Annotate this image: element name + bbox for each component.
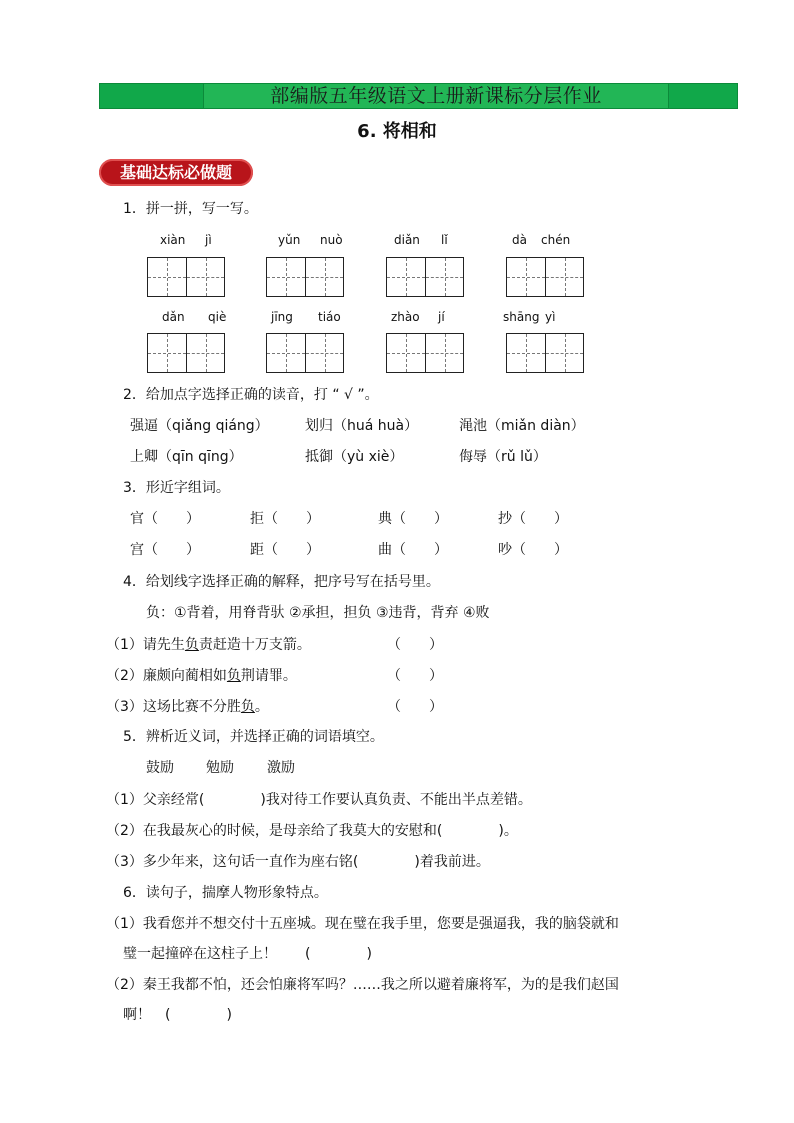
pinyin: dǎn <box>162 310 185 324</box>
writing-grid[interactable] <box>266 333 344 373</box>
q4-item-text: 荆请罪。 <box>240 668 297 684</box>
pinyin: chén <box>541 233 571 247</box>
word-blank[interactable]: 拒（ ） <box>250 511 320 527</box>
writing-grid[interactable] <box>506 333 584 373</box>
pinyin: diǎn <box>394 233 420 247</box>
q4-item-text: （1）请先生 <box>106 637 185 653</box>
word-choice: 鼓励 <box>146 760 174 776</box>
definition-list: 负：①背着，用脊背驮 ②承担，担负 ③违背，背弃 ④败 <box>146 605 490 621</box>
q4-item-text: 责赶造十万支箭。 <box>198 637 311 653</box>
pronunciation-item[interactable]: 抵御（yù xiè） <box>305 449 404 465</box>
pronunciation-item[interactable]: 上卿（qīn qīng） <box>130 449 243 465</box>
pronunciation-item[interactable]: 强逼（qiǎng qiáng） <box>130 418 269 434</box>
q4-item <box>106 666 297 686</box>
banner-title: 部编版五年级语文上册新课标分层作业 <box>203 84 669 108</box>
pronunciation-item[interactable]: 侮辱（rǔ lǔ） <box>459 449 547 465</box>
word-blank[interactable]: 吵（ ） <box>498 542 568 558</box>
word-blank[interactable]: 抄（ ） <box>498 511 568 527</box>
writing-grid[interactable] <box>147 257 225 297</box>
writing-grid[interactable] <box>506 257 584 297</box>
pinyin: lǐ <box>441 233 448 247</box>
writing-grid[interactable] <box>386 257 464 297</box>
underlined-char: 负 <box>184 637 199 653</box>
q4-item-text: （2）廉颇向蔺相如 <box>106 668 227 684</box>
pronunciation-item[interactable]: 渑池（miǎn diàn） <box>459 418 585 434</box>
word-blank[interactable]: 典（ ） <box>378 511 448 527</box>
writing-grid[interactable] <box>147 333 225 373</box>
word-blank[interactable]: 距（ ） <box>250 542 320 558</box>
q6-sentence: （2）秦王我都不怕，还会怕廉将军吗？……我之所以避着廉将军，为的是我们赵国 <box>106 977 619 993</box>
pinyin: dà <box>512 233 527 247</box>
q6-sentence[interactable]: 璧一起撞碎在这柱子上！ ( ) <box>123 946 372 962</box>
q4-item <box>106 697 269 717</box>
pinyin: tiáo <box>318 310 341 324</box>
q1-title: 1．拼一拼，写一写。 <box>123 201 258 217</box>
q6-sentence: （1）我看您并不想交付十五座城。现在璧在我手里，您要是强逼我，我的脑袋就和 <box>106 916 619 932</box>
pinyin: xiàn <box>160 233 186 247</box>
pinyin: qiè <box>208 310 227 324</box>
word-choice: 激励 <box>267 760 295 776</box>
fill-sentence[interactable]: （3）多少年来，这句话一直作为座右铭( )着我前进。 <box>106 854 490 870</box>
pinyin: jì <box>205 233 212 247</box>
series-banner <box>99 83 738 109</box>
q3-title: 3．形近字组词。 <box>123 480 230 496</box>
q6-title: 6．读句子，揣摩人物形象特点。 <box>123 885 328 901</box>
pinyin: yì <box>545 310 556 324</box>
q6-sentence[interactable]: 啊！ ( ) <box>123 1007 232 1023</box>
pinyin: nuò <box>320 233 343 247</box>
writing-grid[interactable] <box>266 257 344 297</box>
pinyin: shāng <box>503 310 540 324</box>
q4-item-text: （3）这场比赛不分胜 <box>106 699 241 715</box>
pronunciation-item[interactable]: 划归（huá huà） <box>305 418 419 434</box>
lesson-title: 6. 将相和 <box>357 121 437 142</box>
fill-sentence[interactable]: （2）在我最灰心的时候，是母亲给了我莫大的安慰和( )。 <box>106 823 518 839</box>
word-blank[interactable]: 宫（ ） <box>130 542 200 558</box>
answer-bracket[interactable]: （ ） <box>387 668 443 684</box>
word-choice: 勉励 <box>206 760 234 776</box>
q4-item <box>106 635 311 655</box>
q4-title: 4．给划线字选择正确的解释，把序号写在括号里。 <box>123 574 440 590</box>
word-blank[interactable]: 曲（ ） <box>378 542 448 558</box>
q4-item-text: 。 <box>254 699 269 715</box>
underlined-char: 负 <box>240 699 255 715</box>
q5-title: 5．辨析近义词，并选择正确的词语填空。 <box>123 729 384 745</box>
q2-title: 2．给加点字选择正确的读音，打 “ √ ”。 <box>123 387 379 403</box>
fill-sentence[interactable]: （1）父亲经常( )我对待工作要认真负责、不能出半点差错。 <box>106 792 532 808</box>
answer-bracket[interactable]: （ ） <box>387 699 443 715</box>
underlined-char: 负 <box>226 668 241 684</box>
writing-grid[interactable] <box>386 333 464 373</box>
section-badge: 基础达标必做题 <box>99 159 253 186</box>
word-blank[interactable]: 官（ ） <box>130 511 200 527</box>
pinyin: jīng <box>271 310 293 324</box>
pinyin: yǔn <box>278 233 301 247</box>
pinyin: jí <box>438 310 445 324</box>
pinyin: zhào <box>391 310 420 324</box>
answer-bracket[interactable]: （ ） <box>387 637 443 653</box>
